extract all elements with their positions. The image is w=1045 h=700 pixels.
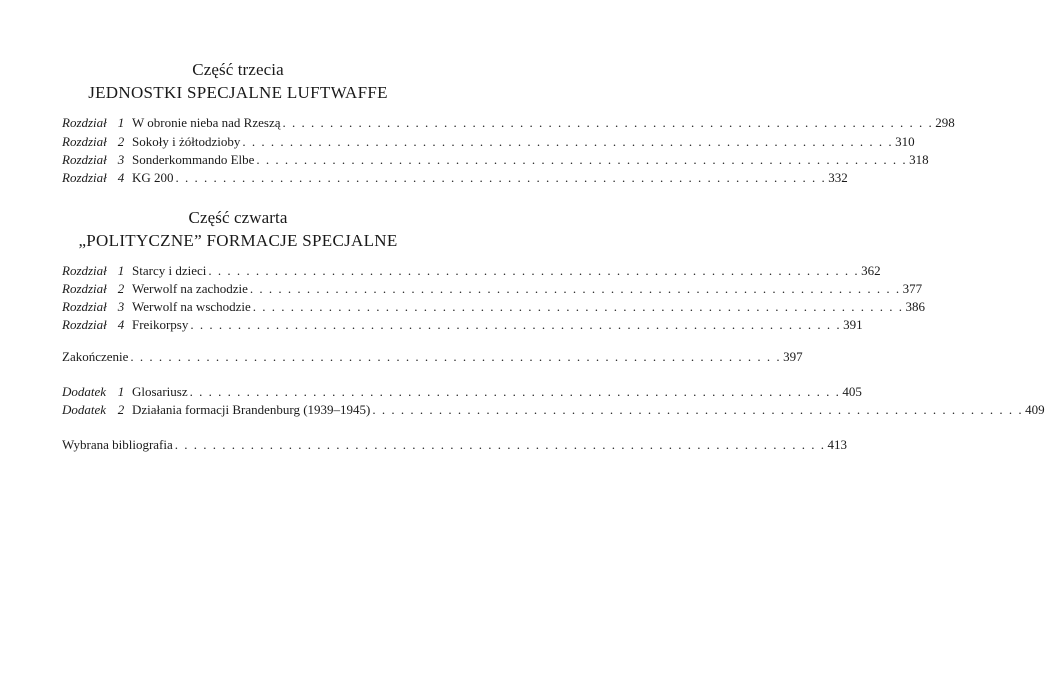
entry-page-number: 377 — [902, 281, 923, 296]
entry-title: Sokoły i żółtodzioby — [132, 134, 241, 149]
entry-title: Freikorpsy — [132, 317, 189, 332]
toc-entry-part4-ch4[interactable] — [62, 316, 863, 334]
toc-entry-part3-ch1[interactable] — [62, 114, 955, 132]
part4-title: Część czwarta — [188, 208, 288, 227]
entry-number: 2 — [117, 134, 125, 149]
entry-title: Glosariusz — [132, 384, 188, 399]
entry-label: Dodatek — [62, 384, 107, 399]
entry-title: Sonderkommando Elbe — [132, 152, 255, 167]
entry-title: Werwolf na zachodzie — [132, 281, 248, 296]
dot-leader: . . . . . . . . . . . . . . . . . . . . . . . . . . . . . . . . . . . . . . . . . . . . . . . . . . . . . . . . . . . . . . . . . . . . . — [249, 281, 901, 296]
entry-number: 2 — [117, 402, 125, 417]
dot-leader: . . . . . . . . . . . . . . . . . . . . . . . . . . . . . . . . . . . . . . . . . . . . . . . . . . . . . . . . . . . . . . . . . . . . . — [130, 349, 782, 364]
part3-title: Część trzecia — [192, 60, 284, 79]
entry-title: Werwolf na wschodzie — [132, 299, 251, 314]
dot-leader: . . . . . . . . . . . . . . . . . . . . . . . . . . . . . . . . . . . . . . . . . . . . . . . . . . . . . . . . . . . . . . . . . . . . . — [175, 170, 827, 185]
entry-label: Rozdział — [62, 299, 107, 314]
entry-title: Działania formacji Brandenburg (1939–1945) — [132, 402, 371, 417]
entry-page-number: 391 — [843, 317, 863, 332]
entry-number: 1 — [117, 384, 125, 399]
entry-page-number: 386 — [905, 299, 926, 314]
toc-entry-part4-ch1[interactable] — [62, 262, 881, 280]
entry-label: Rozdział — [62, 134, 107, 149]
dot-leader: . . . . . . . . . . . . . . . . . . . . . . . . . . . . . . . . . . . . . . . . . . . . . . . . . . . . . . . . . . . . . . . . . . . . . — [252, 299, 904, 314]
entry-title: KG 200 — [132, 170, 174, 185]
entry-page-number: 409 — [1025, 402, 1045, 417]
part3-heading — [0, 60, 476, 103]
dot-leader: . . . . . . . . . . . . . . . . . . . . . . . . . . . . . . . . . . . . . . . . . . . . . . . . . . . . . . . . . . . . . . . . . . . . . — [174, 437, 826, 452]
part4-heading — [0, 208, 476, 251]
toc-entry-ending[interactable] — [62, 348, 803, 366]
toc-entry-part4-ch3[interactable] — [62, 298, 926, 316]
entry-page-number: 298 — [935, 115, 955, 130]
toc-entry-part3-ch4[interactable] — [62, 169, 848, 187]
part3-subtitle: JEDNOSTKI SPECJALNE LUFTWAFFE — [88, 83, 388, 102]
toc-entry-part3-ch2[interactable] — [62, 133, 915, 151]
entry-label: Rozdział — [62, 281, 107, 296]
entry-number: 2 — [117, 281, 125, 296]
entry-label: Rozdział — [62, 115, 107, 130]
toc-entry-appendix-2[interactable] — [62, 401, 1045, 419]
entry-number: 3 — [117, 299, 125, 314]
entry-number: 3 — [117, 152, 125, 167]
toc-entry-part4-ch2[interactable] — [62, 280, 923, 298]
dot-leader: . . . . . . . . . . . . . . . . . . . . . . . . . . . . . . . . . . . . . . . . . . . . . . . . . . . . . . . . . . . . . . . . . . . . . — [190, 317, 842, 332]
entry-page-number: 310 — [895, 134, 915, 149]
entry-page-number: 397 — [783, 349, 803, 364]
entry-number: 1 — [117, 263, 125, 278]
entry-page-number: 405 — [842, 384, 862, 399]
dot-leader: . . . . . . . . . . . . . . . . . . . . . . . . . . . . . . . . . . . . . . . . . . . . . . . . . . . . . . . . . . . . . . . . . . . . . — [242, 134, 894, 149]
dot-leader: . . . . . . . . . . . . . . . . . . . . . . . . . . . . . . . . . . . . . . . . . . . . . . . . . . . . . . . . . . . . . . . . . . . . . — [372, 402, 1024, 417]
entry-number: 4 — [117, 317, 125, 332]
entry-page-number: 318 — [909, 152, 929, 167]
dot-leader: . . . . . . . . . . . . . . . . . . . . . . . . . . . . . . . . . . . . . . . . . . . . . . . . . . . . . . . . . . . . . . . . . . . . . — [282, 115, 934, 130]
entry-number: 1 — [117, 115, 125, 130]
entry-label: Rozdział — [62, 170, 107, 185]
entry-number: 4 — [117, 170, 125, 185]
entry-label: Rozdział — [62, 317, 107, 332]
entry-page-number: 362 — [861, 263, 881, 278]
entry-label: Rozdział — [62, 263, 107, 278]
entry-title: W obronie nieba nad Rzeszą — [132, 115, 281, 130]
toc-entry-part3-ch3[interactable] — [62, 151, 929, 169]
part4-subtitle: „POLITYCZNE” FORMACJE SPECJALNE — [78, 231, 398, 250]
entry-label: Rozdział — [62, 152, 107, 167]
toc-entry-bibliography[interactable] — [62, 436, 848, 454]
entry-page-number: 332 — [828, 170, 848, 185]
entry-title: Wybrana bibliografia — [62, 437, 173, 452]
entry-title: Starcy i dzieci — [132, 263, 207, 278]
dot-leader: . . . . . . . . . . . . . . . . . . . . . . . . . . . . . . . . . . . . . . . . . . . . . . . . . . . . . . . . . . . . . . . . . . . . . — [189, 384, 841, 399]
entry-page-number: 413 — [827, 437, 848, 452]
entry-label: Dodatek — [62, 402, 107, 417]
dot-leader: . . . . . . . . . . . . . . . . . . . . . . . . . . . . . . . . . . . . . . . . . . . . . . . . . . . . . . . . . . . . . . . . . . . . . — [256, 152, 908, 167]
dot-leader: . . . . . . . . . . . . . . . . . . . . . . . . . . . . . . . . . . . . . . . . . . . . . . . . . . . . . . . . . . . . . . . . . . . . . — [208, 263, 860, 278]
toc-entry-appendix-1[interactable] — [62, 383, 862, 401]
entry-title: Zakończenie — [62, 349, 129, 364]
